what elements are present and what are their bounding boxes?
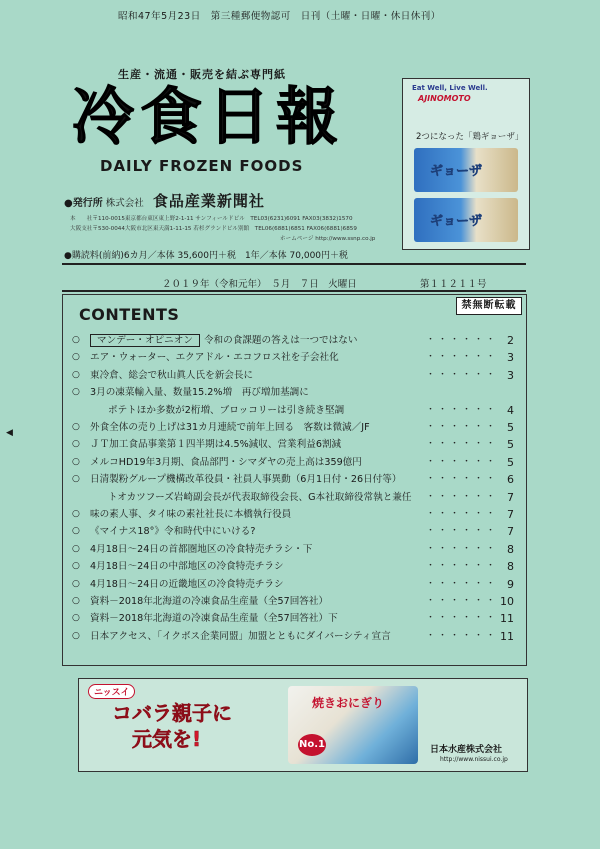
bullet-circle-icon: ○ [72,456,80,467]
leader-dots: ・・・・・・ [425,491,498,502]
ad-brand-tagline: Eat Well, Live Well. [412,84,488,92]
contents-item-text [90,367,253,384]
page-number: 8 [507,560,514,574]
contents-item-text [90,349,339,366]
leader-dots: ・・・・・・ [425,422,498,432]
headline-text: 資料－2018年北海道の冷凍食品生産量（全57回答社） [90,596,329,607]
publisher [64,190,265,211]
contents-item-text [90,610,338,627]
leader-dots: ・・・・・・ [425,352,498,363]
divider [62,290,526,292]
page-number: 4 [507,403,514,417]
page-number: 11 [500,629,514,643]
page-number: 3 [507,351,514,365]
contents-title: CONTENTS [79,305,180,324]
contents-item-text [108,489,412,506]
headline-text: 4月18日～24日の近畿地区の冷食特売チラシ [90,578,284,590]
page-number: 7 [507,525,514,539]
contents-item-text [90,454,362,471]
gyoza-package-label: ギョーザ [430,214,483,229]
ajinomoto-logo: AJINOMOTO [418,94,471,103]
nissui-logo: ニッスイ [88,684,135,699]
contents-item-text [90,332,357,349]
advertiser-url: http://www.nissui.co.jp [440,756,508,763]
headline-text: ＪＴ加工食品事業第１四半期は4.5%減収、営業利益6割減 [90,439,342,451]
page-number: 8 [507,542,514,556]
headline-text: 外食全体の売り上げは31カ月連続で前年上回る 客数は微減／JF [90,422,370,433]
contents-item-text [90,419,370,436]
contents-item[interactable] [68,367,520,384]
publisher-name: 食品産業新聞社 [152,192,265,210]
headline-text: 味の素人事、タイ味の素社社長に本橋執行役員 [90,509,292,520]
contents-item-text [90,523,255,540]
page-number: 6 [507,473,514,487]
bullet-circle-icon: ○ [72,422,80,432]
page-marker-icon: ◀ [6,428,13,438]
page-number: 2 [507,334,514,347]
contents-item-text [90,471,401,488]
contents-item-text [90,436,341,453]
reprint-prohibited-badge: 禁無断転載 [456,297,522,315]
page-number: 9 [507,577,514,591]
leader-dots: ・・・・・・ [425,369,498,380]
address-head-office: 本 社〒110-0015東京都台東区東上野2-1-11 サンフィールドビル TEL03(6231)6091 FAX03(3832)1570 [70,216,353,222]
bullet-circle-icon: ○ [72,526,80,537]
bullet-circle-icon: ○ [72,596,80,606]
ad-slogan-line1: コバラ親子に [112,701,232,725]
contents-item[interactable] [68,384,520,401]
bullet-circle-icon: ○ [72,335,80,345]
leader-dots: ・・・・・・ [425,439,498,450]
headline-text: 4月18日～24日の首都圏地区の冷食特売チラシ・下 [90,543,313,555]
publisher-company-prefix: 株式会社 [105,198,144,209]
page-number: 11 [500,612,514,626]
registration-line: 昭和47年5月23日 第三種郵便物認可 日刊（土曜・日曜・休日休刊） [118,11,441,22]
page-number: 5 [507,455,514,469]
contents-item[interactable] [68,558,520,575]
bullet-circle-icon: ○ [72,387,80,398]
contents-item[interactable] [68,593,520,610]
gyoza-package-label: ギョーザ [430,164,483,179]
headline-text: トオカツフーズ岩崎副会長が代表取締役会長、G本社取締役常執と兼任 [108,491,412,503]
contents-item-text [90,593,328,610]
headline-text: メルコHD19年3月期、食品部門・シマダヤの売上高は359億円 [90,456,362,468]
divider [62,263,526,265]
page-number: 3 [507,368,514,382]
leader-dots: ・・・・・・ [425,509,498,519]
page-number: 7 [507,490,514,504]
bullet-circle-icon: ○ [72,578,80,589]
headline-text: 日本アクセス、「イクボス企業同盟」加盟とともにダイバーシティ宣言 [90,630,391,642]
onigiri-product-name: 焼きおにぎり [312,696,385,710]
homepage-url: ホームページ http://www.ssnp.co.jp [280,236,376,242]
headline-text: 日清製粉グループ機構改革役員・社員人事異動（6月1日付・26日付等） [90,474,402,486]
subscription-price: ●購読料(前納)6カ月／本体 35,600円＋税 1年／本体 70,000円＋税 [64,251,349,261]
leader-dots: ・・・・・・ [425,335,498,345]
onigiri-package [288,686,418,764]
leader-dots: ・・・・・・ [425,596,498,606]
contents-item[interactable] [68,541,520,558]
page-number: 5 [507,438,514,452]
headline-text: エア・ウォーター、エクアドル・エコフロス社を子会社化 [90,352,339,364]
bullet-circle-icon: ○ [72,509,80,519]
contents-item-text [90,558,284,575]
leader-dots: ・・・・・・ [425,474,498,485]
leader-dots: ・・・・・・ [425,630,498,641]
headline-text: 東冷倉、総会で秋山眞人氏を新会長に [90,369,254,381]
page-number: 10 [500,595,514,608]
leader-dots: ・・・・・・ [425,404,498,415]
column-name-box: マンデー・オピニオン [90,334,200,347]
contents-item[interactable] [68,332,520,349]
masthead-english: DAILY FROZEN FOODS [100,157,304,175]
headline-text: 3月の凍菜輸入量、数量15.2%増 再び増加基調に [90,387,309,399]
ad-headline: 2つになった「鶏ギョーザ」 [416,132,524,142]
contents-item-text [108,402,344,419]
headline-text: ポテトほか多数が2桁増、ブロッコリーは引き続き堅調 [108,404,345,416]
issue-number: 第１１２１１号 [420,279,487,290]
headline-text: 4月18日～24日の中部地区の冷食特売チラシ [90,561,284,573]
bullet-circle-icon: ○ [72,439,80,450]
page-number: 7 [507,508,514,521]
contents-item[interactable] [68,471,520,488]
leader-dots: ・・・・・・ [425,561,498,572]
contents-item[interactable] [68,419,520,436]
contents-item[interactable] [68,610,520,627]
headline-text: 《マイナス18°》令和時代中にいける? [90,526,256,538]
contents-item[interactable] [68,489,520,506]
contents-item[interactable] [68,349,520,366]
contents-item[interactable] [68,628,520,645]
no1-badge: No.1 [298,734,326,756]
leader-dots: ・・・・・・ [425,613,498,624]
contents-item-text [90,384,309,401]
bullet-circle-icon: ○ [72,352,80,363]
gyoza-package-2 [414,198,518,242]
contents-item-text [90,506,291,523]
contents-item[interactable] [68,454,520,471]
address-osaka: 大阪支社〒530-0044大阪市北区東天満1-11-15 若杉グランドビル別館 TEL06(6881)6851 FAX06(6881)6859 [70,226,357,232]
ad-slogan-line2: 元気を! [132,727,202,751]
contents-item-text [90,541,312,558]
contents-item[interactable] [68,523,520,540]
bullet-circle-icon: ○ [72,543,80,554]
leader-dots: ・・・・・・ [425,578,498,589]
bullet-circle-icon: ○ [72,630,80,641]
leader-dots: ・・・・・・ [425,543,498,554]
contents-item[interactable] [68,576,520,593]
bullet-circle-icon: ○ [72,369,80,380]
contents-item[interactable] [68,402,520,419]
bullet-circle-icon: ○ [72,613,80,624]
gyoza-package-1 [414,148,518,192]
masthead-title: 冷食日報 [72,80,345,153]
tagline: 生産・流通・販売を結ぶ専門紙 [118,68,286,81]
leader-dots: ・・・・・・ [425,526,498,537]
headline-text: 令和の食課題の答えは一つではない [203,335,358,346]
leader-dots: ・・・・・・ [425,456,498,467]
page-number: 5 [507,421,514,434]
contents-item-text [90,576,284,593]
headline-text: 資料－2018年北海道の冷凍食品生産量（全57回答社）下 [90,613,338,625]
publisher-label: ●発行所 [64,198,103,209]
advertiser-company: 日本水産株式会社 [430,745,503,755]
contents-item[interactable] [68,436,520,453]
contents-item-text [90,628,391,645]
masthead [72,80,378,154]
bullet-circle-icon: ○ [72,474,80,485]
issue-date: ２０１９年（令和元年） ５月 ７日 火曜日 [162,279,357,290]
bullet-circle-icon: ○ [72,561,80,572]
contents-item[interactable] [68,506,520,523]
